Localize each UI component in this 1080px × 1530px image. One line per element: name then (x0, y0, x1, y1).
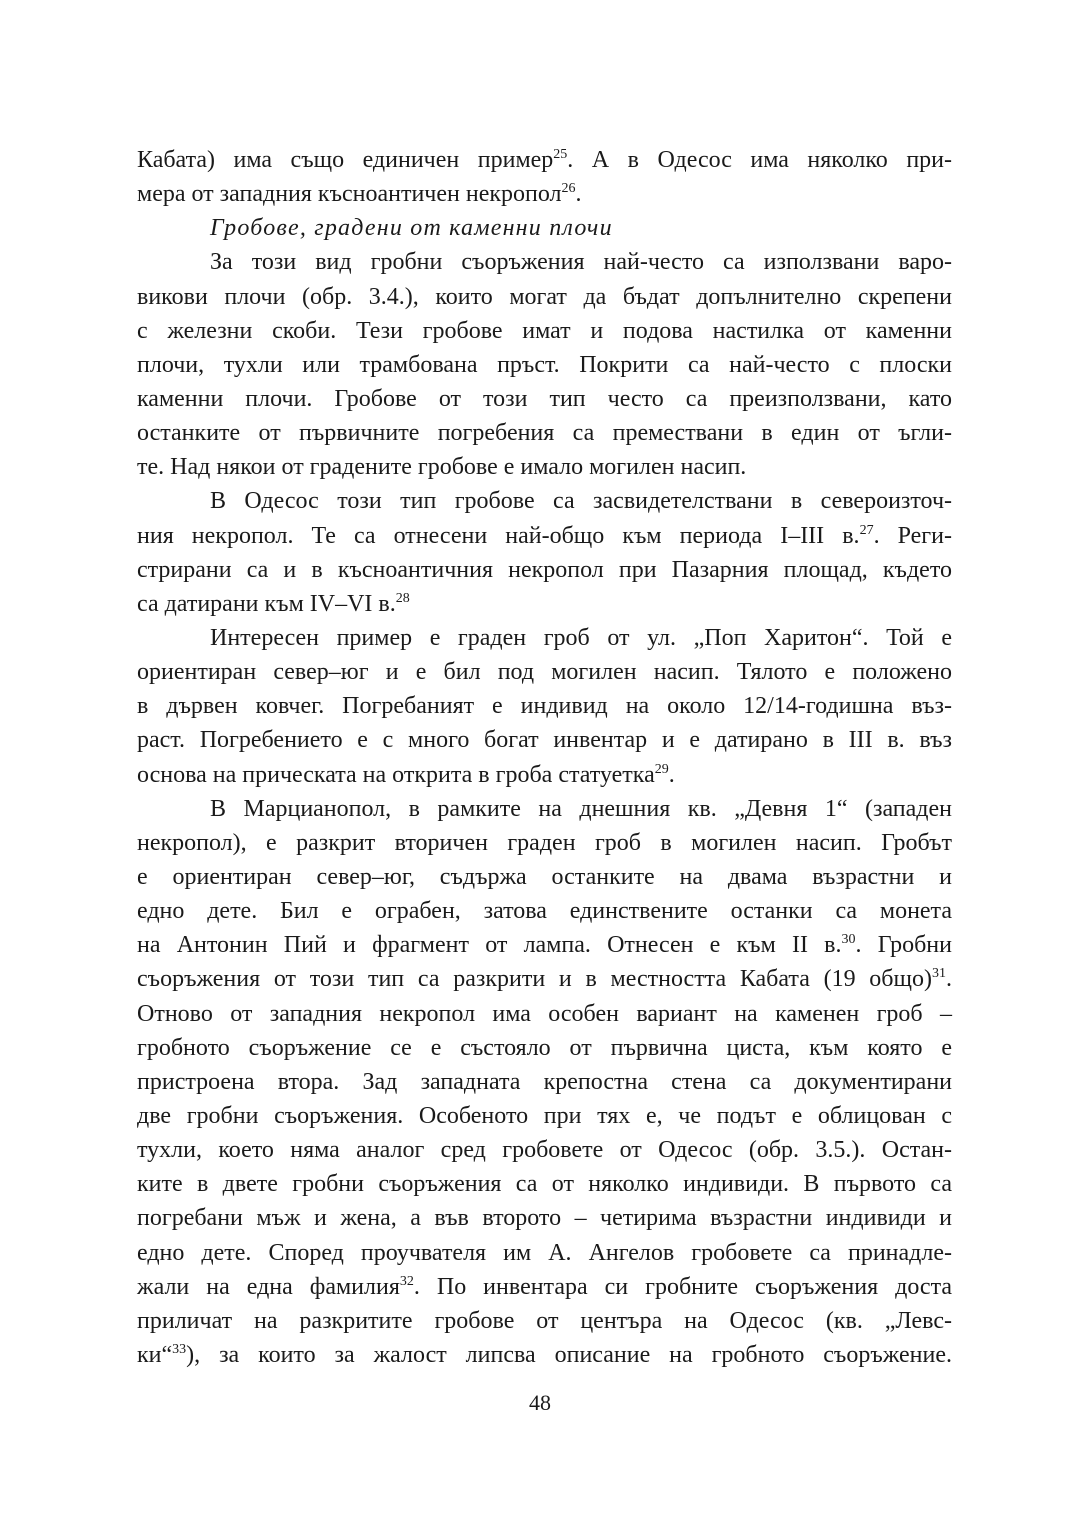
footnote-ref[interactable]: 25 (553, 147, 568, 162)
footnote-ref[interactable]: 32 (399, 1273, 414, 1289)
text-line: те. Над някои от градените гробове е имало могилен насип. (137, 454, 747, 481)
text-line: ориентиран север–юг и е бил под могилен насип. Тялото е положено (137, 659, 952, 686)
text-line: викови плочи (обр. 3.4.), които могат да бъдат допълнително скрепени (137, 283, 952, 310)
footnote-ref[interactable]: 31 (932, 966, 946, 982)
text-line: В Марцианопол, в рамките на днешния кв. „Девня 1“ (западен (210, 795, 952, 822)
text-line: тухли, което няма аналог сред гробовете от Одесос (обр. 3.5.). Остан- (137, 1137, 952, 1164)
footnote-ref[interactable]: 27 (859, 522, 874, 538)
text-line: каменни плочи. Гробове от този тип често са преизползвани, като (137, 385, 952, 412)
text-line: Отново от западния некропол има особен вариант на каменен гроб – (137, 1000, 952, 1027)
text-line: останките от първичните погребения са премествани в един от ъгли- (137, 420, 952, 447)
text-line: гробното съоръжение се е състояло от първична циста, към която е (137, 1034, 952, 1061)
text-line: е ориентиран север–юг, съдържа останките на двама възрастни и (137, 863, 952, 890)
footnote-ref[interactable]: 28 (395, 590, 410, 606)
text-line: ния некропол. Те са отнесени най-общо към периода I–III в.$^{27}$. Реги- (137, 522, 952, 549)
text-line: Интересен пример е граден гроб от ул. „Поп Харитон“. Той е (210, 624, 952, 651)
footnote-ref[interactable]: 33 (172, 1341, 187, 1357)
text-line: мера от западния късноантичен некропол$^{26}$. (137, 181, 582, 208)
page-number: 48 (529, 1390, 551, 1415)
section-heading: Гробове, градени от каменни плочи (210, 215, 613, 242)
footnote-ref[interactable]: 30 (841, 932, 856, 948)
text-line: В Одесос този тип гробове са засвидетелствани в североизточ- (210, 488, 952, 515)
text-line: едно дете. Според проучвателя им А. Ангелов гробовете са принадле- (137, 1239, 952, 1266)
text-line: ките в двете гробни съоръжения са от няколко индивиди. В първото са (137, 1171, 952, 1198)
text-line: пристроена втора. Зад западната крепостна стена са документирани (137, 1068, 952, 1095)
footnote-ref[interactable]: 26 (561, 181, 576, 197)
text-line: За този вид гробни съоръжения най-често са използвани варо- (210, 249, 952, 276)
text-line: основа на прическата на открита в гроба статуетка$^{29}$. (137, 761, 675, 788)
text-line: съоръжения от този тип са разкрити и в местността Кабата (19 общо)$^{31}$. (137, 966, 952, 993)
text-line: ки“$^{33}$), за които за жалост липсва описание на гробното съоръжение. (137, 1341, 952, 1368)
text-line: с железни скоби. Тези гробове имат и подова настилка от каменни (137, 317, 952, 344)
text-line: некропол), е разкрит вторичен граден гроб в могилен насип. Гробът (137, 829, 952, 856)
text-line: плочи, тухли или трамбована пръст. Покрити са най-често с плоски (137, 351, 952, 378)
body-text (137, 143, 952, 1372)
footnote-ref[interactable]: 29 (654, 761, 669, 777)
text-line: са датирани към IV–VI в.$^{28}$ (137, 590, 410, 617)
text-line: на Антонин Пий и фрагмент от лампа. Отнесен е към II в.$^{30}$. Гробни (137, 932, 952, 959)
text-line: две гробни съоръжения. Особеното при тях е, че подът е облицован с (137, 1102, 952, 1129)
text-line: в дървен ковчег. Погребаният е индивид на около 12/14-годишна въз- (137, 693, 952, 720)
text-line: едно дете. Бил е ограбен, затова единствените останки са монета (137, 898, 952, 925)
text-line: погребани мъж и жена, а във второто – четирима възрастни индивиди и (137, 1205, 952, 1232)
text-line: стрирани са и в късноантичния некропол при Пазарния площад, където (137, 556, 952, 583)
text-line: жали на една фамилия$^{32}$. По инвентара си гробните съоръжения доста (137, 1273, 952, 1300)
text-line: приличат на разкритите гробове от центъра на Одесос (кв. „Левс- (137, 1307, 952, 1334)
text-line: Кабата) има също единичен пример$^{25}$. А в Одесос има няколко при- (137, 147, 952, 173)
text-line: раст. Погребението е с много богат инвентар и е датирано в III в. въз (137, 727, 952, 754)
